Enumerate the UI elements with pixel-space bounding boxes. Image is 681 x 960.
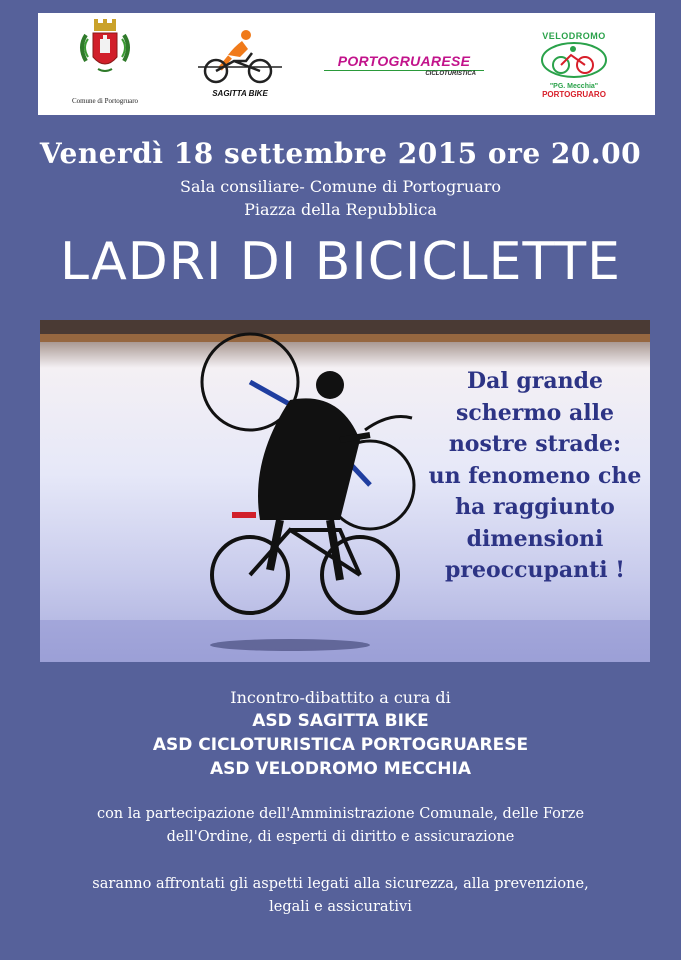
caption-line: un fenomeno che bbox=[428, 462, 642, 489]
velodromo-top: VELODROMO bbox=[542, 31, 606, 41]
velodromo-emblem-icon bbox=[539, 41, 609, 79]
organizer-item: ASD CICLOTURISTICA PORTOGRUARESE bbox=[152, 735, 529, 755]
participation-line-2: dell'Ordine, di esperti di diritto e assicurazione bbox=[166, 829, 515, 845]
comune-caption: Comune di Portogruaro bbox=[71, 97, 139, 105]
venue-line-2: Piazza della Repubblica bbox=[244, 200, 437, 219]
comune-crest-icon bbox=[64, 13, 146, 93]
velodromo-bottom: PORTOGRUARO bbox=[542, 90, 606, 99]
caption-line: schermo alle bbox=[456, 399, 614, 426]
venue-line-1: Sala consiliare- Comune di Portogruaro bbox=[180, 177, 501, 196]
organizers-intro: Incontro-dibattito a cura di bbox=[230, 688, 451, 707]
velodromo-logo bbox=[524, 13, 624, 115]
organizer-item: ASD SAGITTA BIKE bbox=[252, 711, 429, 731]
cyclist-photo bbox=[40, 320, 650, 662]
caption-line: Dal grande bbox=[467, 368, 603, 394]
sagitta-logo bbox=[190, 13, 290, 115]
portogruarese-logo bbox=[318, 13, 490, 115]
topics-line-2: legali e assicurativi bbox=[269, 899, 412, 915]
caption-line: ha raggiunto bbox=[455, 494, 615, 520]
logo-bar bbox=[38, 13, 655, 115]
cyclist-icon bbox=[190, 13, 290, 85]
velodromo-middle: "PG. Mecchia" bbox=[549, 83, 599, 90]
portogruarese-title: PORTOGRUARESE bbox=[337, 53, 471, 69]
topics-line-1: saranno affrontati gli aspetti legati alla sicurezza, alla prevenzione, bbox=[92, 876, 589, 892]
organizer-item: ASD VELODROMO MECCHIA bbox=[209, 759, 471, 779]
portogruarese-subtitle: CICLOTURISTICA bbox=[425, 71, 476, 77]
event-title: LADRI DI BICICLETTE bbox=[60, 232, 621, 292]
participation-line-1: con la partecipazione dell'Amministrazione Comunale, delle Forze bbox=[96, 806, 585, 822]
sagitta-caption: SAGITTA BIKE bbox=[212, 89, 268, 98]
caption-line: dimensioni bbox=[466, 525, 604, 552]
caption-line: nostre strade: bbox=[448, 431, 622, 457]
event-date-time: Venerdì 18 settembre 2015 ore 20.00 bbox=[39, 137, 642, 170]
photo-caption bbox=[424, 366, 646, 587]
comune-logo bbox=[64, 13, 146, 115]
caption-line: preoccupanti ! bbox=[445, 557, 625, 583]
